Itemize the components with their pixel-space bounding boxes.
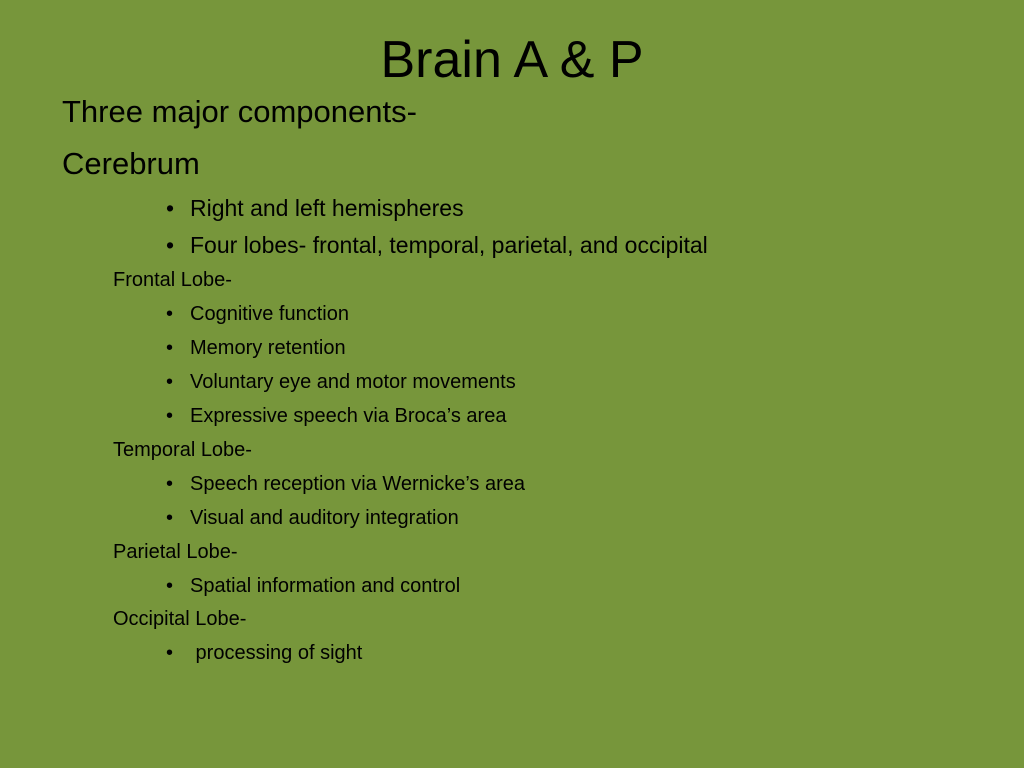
bullet-text: Visual and auditory integration xyxy=(190,507,459,529)
bullet-text: Voluntary eye and motor movements xyxy=(190,371,516,393)
bullet-item xyxy=(166,573,461,599)
bullet-text: Speech reception via Wernicke’s area xyxy=(190,473,525,495)
bullet-item xyxy=(166,505,459,531)
bullet-icon: • xyxy=(166,575,174,597)
bullet-icon: • xyxy=(166,337,174,359)
bullet-item xyxy=(166,471,525,497)
bullet-text: Right and left hemispheres xyxy=(190,195,464,221)
bullet-icon: • xyxy=(166,195,175,221)
bullet-icon: • xyxy=(166,232,175,258)
bullet-icon: • xyxy=(166,405,174,427)
intro-text: Three major components- xyxy=(62,94,417,129)
bullet-item xyxy=(166,640,363,666)
bullet-item xyxy=(166,301,349,327)
lobe-heading-occipital: Occipital Lobe- xyxy=(113,608,247,630)
lobe-heading-frontal: Frontal Lobe- xyxy=(113,269,232,291)
bullet-icon: • xyxy=(166,303,174,325)
bullet-text: processing of sight xyxy=(190,642,363,664)
bullet-item xyxy=(166,335,346,361)
bullet-text: Spatial information and control xyxy=(190,575,461,597)
bullet-text: Memory retention xyxy=(190,337,346,359)
bullet-item xyxy=(166,403,507,429)
slide-title: Brain A & P xyxy=(380,31,644,89)
bullet-item xyxy=(166,230,708,260)
bullet-item xyxy=(166,193,464,223)
bullet-text: Expressive speech via Broca’s area xyxy=(190,405,507,427)
section-heading-cerebrum: Cerebrum xyxy=(62,146,200,181)
lobe-heading-temporal: Temporal Lobe- xyxy=(113,439,252,461)
bullet-icon: • xyxy=(166,507,174,529)
bullet-text: Four lobes- frontal, temporal, parietal, and occipital xyxy=(190,232,708,258)
bullet-item xyxy=(166,369,516,395)
bullet-text: Cognitive function xyxy=(190,303,349,325)
lobe-heading-parietal: Parietal Lobe- xyxy=(113,541,238,563)
bullet-icon: • xyxy=(166,371,174,393)
bullet-icon: • xyxy=(166,642,174,664)
bullet-icon: • xyxy=(166,473,174,495)
